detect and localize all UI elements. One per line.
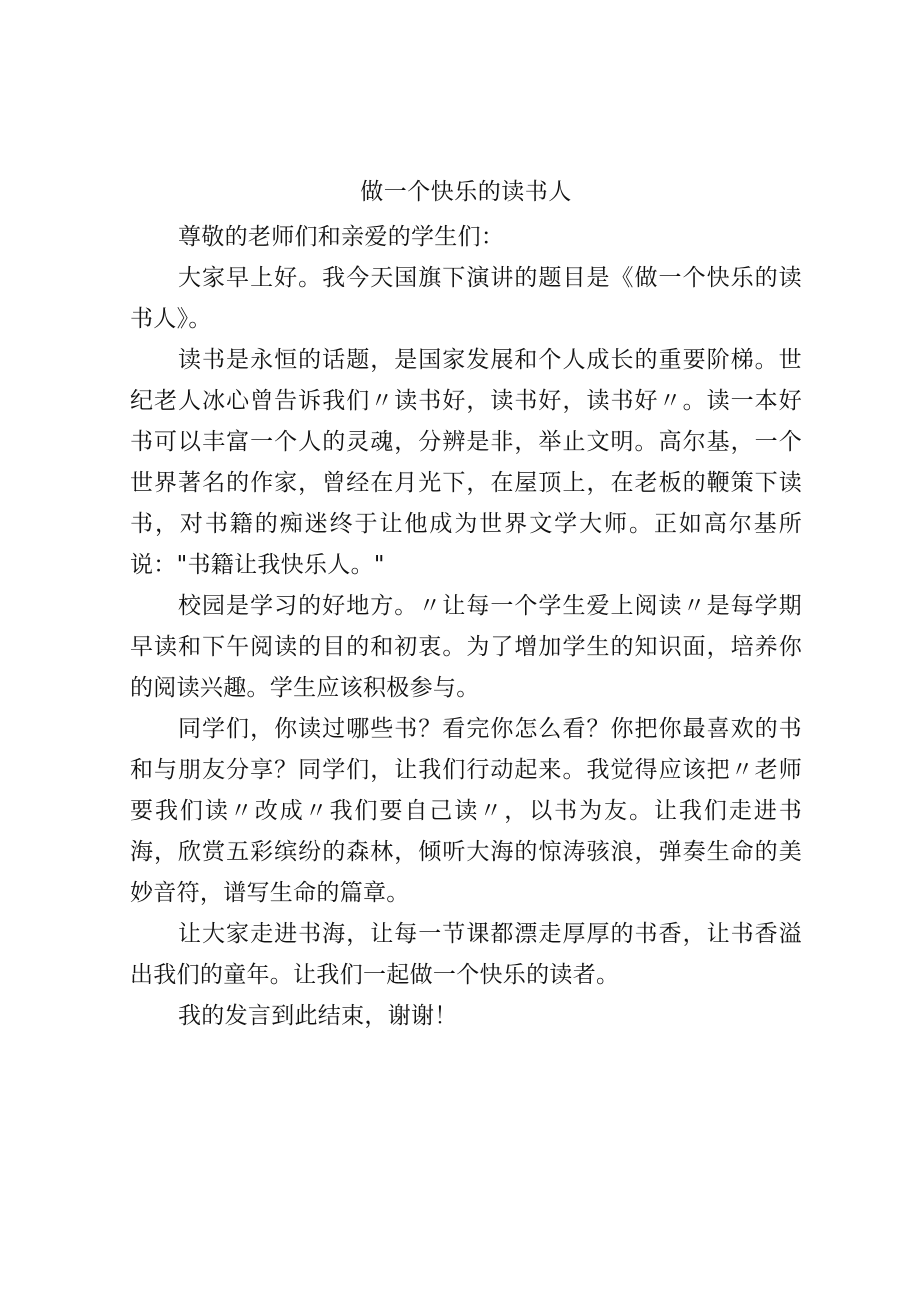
paragraph-classmates: 同学们，你读过哪些书？看完你怎么看？你把你最喜欢的书和与朋友分享？同学们，让我们行动起来。我觉得应该把〃老师要我们读〃改成〃我们要自己读〃，以书为友。让我们走进书海，欣赏五彩缤纷的森林，倾听大海的惊涛骇浪，弹奏生命的美妙音符，谱写生命的篇章。	[130, 716, 802, 906]
document-title: 做一个快乐的读书人	[360, 179, 572, 205]
paragraph-reading-importance: 读书是永恒的话题，是国家发展和个人成长的重要阶梯。世纪老人冰心曾告诉我们〃读书好，读书好，读书好〃。读一本好书可以丰富一个人的灵魂，分辨是非，举止文明。高尔基，一个世界著名的作家，曾经在月光下，在屋顶上，在老板的鞭策下读书，对书籍的痴迷终于让他成为世界文学大师。正如高尔基所说："书籍让我快乐人。"	[130, 347, 802, 578]
paragraph-call-to-action: 让大家走进书海，让每一节课都漂走厚厚的书香，让书香溢出我们的童年。让我们一起做一个快乐的读者。	[130, 921, 802, 988]
salutation: 尊敬的老师们和亲爱的学生们：	[178, 224, 505, 250]
paragraph-greeting: 大家早上好。我今天国旗下演讲的题目是《做一个快乐的读书人》。	[130, 265, 802, 332]
paragraph-campus: 校园是学习的好地方。〃让每一个学生爱上阅读〃是每学期早读和下午阅读的目的和初衷。为了增加学生的知识面，培养你的阅读兴趣。学生应该积极参与。	[130, 593, 802, 701]
paragraph-closing: 我的发言到此结束，谢谢！	[178, 1003, 458, 1029]
document-page	[130, 176, 802, 1037]
